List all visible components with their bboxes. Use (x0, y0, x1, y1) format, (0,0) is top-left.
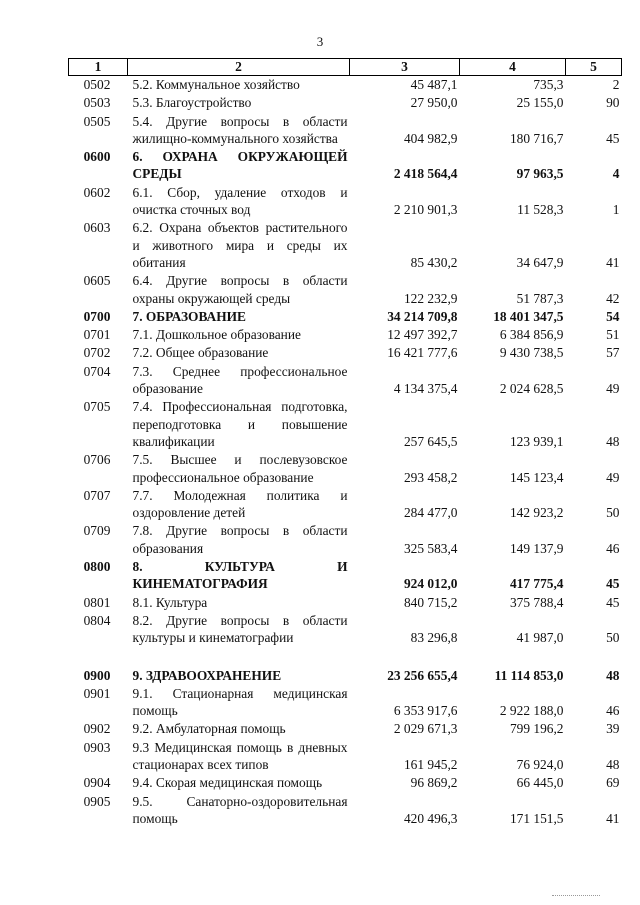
row-fact-value: 66 445,0 (516, 775, 564, 791)
row-code: 0900 (83, 667, 111, 683)
table-row (69, 522, 622, 558)
row-code: 0702 (83, 345, 111, 361)
table-row (69, 793, 622, 829)
row-name: 8. КУЛЬТУРА И КИНЕМАТОГРАФИЯ (132, 559, 348, 592)
row-plan-value: 16 421 777,6 (387, 345, 458, 361)
header-name: 2 (128, 59, 350, 76)
row-code: 0502 (83, 77, 111, 92)
row-plan-value: 23 256 655,4 (387, 667, 458, 683)
row-percent: 41 (606, 810, 620, 826)
row-fact-value: 735,3 (533, 77, 564, 92)
table-row (69, 451, 622, 487)
row-fact-value: 25 155,0 (516, 95, 564, 111)
table-row (69, 720, 622, 738)
row-percent: 48 (606, 756, 620, 772)
row-plan-value: 420 496,3 (403, 810, 458, 826)
row-code: 0800 (83, 559, 111, 575)
spacer-cell (69, 648, 128, 667)
row-plan-value: 122 232,9 (403, 290, 458, 306)
row-fact-value: 375 788,4 (509, 594, 564, 610)
row-plan-value: 840 715,2 (403, 594, 458, 610)
row-name: 6.2. Охрана объектов растительного и животного мира и среды их обитания (132, 220, 348, 270)
row-plan-value: 404 982,9 (403, 130, 458, 146)
row-code: 0605 (83, 273, 111, 289)
row-fact-value: 145 123,4 (509, 469, 564, 485)
page-number: 3 (316, 34, 324, 49)
section-row (69, 667, 622, 685)
row-name: 5.2. Коммунальное хозяйство (132, 77, 300, 92)
row-percent: 50 (606, 505, 620, 521)
table-body (69, 76, 622, 829)
table-row (69, 113, 622, 149)
row-name: 6. ОХРАНА ОКРУЖАЮЩЕЙ СРЕДЫ (132, 149, 348, 182)
row-fact-value: 9 430 738,5 (499, 345, 564, 361)
row-percent: 46 (606, 540, 620, 556)
row-fact-value: 18 401 347,5 (493, 308, 564, 324)
table-row (69, 326, 622, 344)
header-code: 1 (69, 59, 128, 76)
row-percent: 2 (612, 77, 620, 92)
row-percent: 90 (606, 95, 620, 111)
spacer-cell (128, 648, 350, 667)
table-row (69, 184, 622, 220)
table-row (69, 344, 622, 362)
table-row (69, 398, 622, 451)
row-name: 9. ЗДРАВООХРАНЕНИЕ (132, 667, 282, 683)
table-row (69, 94, 622, 112)
row-code: 0600 (83, 149, 111, 165)
row-code: 0700 (83, 308, 111, 324)
header-plan: 3 (350, 59, 460, 76)
row-percent: 50 (606, 630, 620, 646)
table-row (69, 76, 622, 95)
row-plan-value: 96 869,2 (410, 775, 458, 791)
row-percent: 51 (606, 327, 620, 343)
row-percent: 49 (606, 381, 620, 397)
budget-table (68, 58, 622, 828)
row-percent: 41 (606, 254, 620, 270)
row-fact-value: 171 151,5 (509, 810, 564, 826)
row-plan-value: 2 029 671,3 (393, 721, 458, 737)
row-name: 6.4. Другие вопросы в области охраны окружающей среды (132, 273, 348, 306)
row-name: 9.2. Амбулаторная помощь (132, 721, 286, 737)
row-plan-value: 2 210 901,3 (393, 202, 458, 218)
table-row (69, 739, 622, 775)
row-code: 0705 (83, 399, 111, 415)
row-fact-value: 180 716,7 (509, 130, 564, 146)
row-plan-value: 2 418 564,4 (393, 166, 458, 182)
row-code: 0701 (83, 327, 111, 343)
row-name: 8.2. Другие вопросы в области культуры и кинематографии (132, 612, 348, 646)
row-code: 0707 (83, 487, 111, 503)
row-code: 0503 (83, 95, 111, 111)
table-row (69, 685, 622, 721)
row-code: 0905 (83, 793, 111, 809)
spacer-cell (350, 648, 460, 667)
scan-mark (552, 895, 600, 899)
row-plan-value: 161 945,2 (403, 756, 458, 772)
row-plan-value: 85 430,2 (410, 254, 458, 270)
table-row (69, 612, 622, 648)
section-row (69, 558, 622, 594)
row-name: 7.8. Другие вопросы в области образования (132, 523, 348, 556)
header-percent: 5 (566, 59, 622, 76)
spacer-cell (566, 648, 622, 667)
row-name: 7.5. Высшее и послевузовское профессиональное образование (132, 452, 348, 485)
row-fact-value: 11 114 853,0 (494, 667, 564, 683)
row-fact-value: 149 137,9 (509, 540, 564, 556)
row-name: 8.1. Культура (132, 594, 208, 610)
row-name: 7.7. Молодежная политика и оздоровление детей (132, 487, 348, 521)
row-fact-value: 6 384 856,9 (499, 327, 564, 343)
row-fact-value: 123 939,1 (509, 433, 564, 449)
row-name: 7.3. Среднее профессиональное образование (132, 363, 348, 397)
row-plan-value: 45 487,1 (410, 77, 458, 92)
row-code: 0602 (83, 184, 111, 200)
row-name: 9.1. Стационарная медицинская помощь (132, 685, 348, 719)
row-name: 5.4. Другие вопросы в области жилищно-коммунального хозяйства (132, 113, 348, 146)
row-name: 9.5. Санаторно-оздоровительная помощь (132, 793, 348, 826)
row-fact-value: 799 196,2 (509, 721, 564, 737)
row-plan-value: 924 012,0 (403, 576, 458, 592)
row-name: 7.1. Дошкольное образование (132, 327, 301, 343)
row-percent: 45 (606, 594, 620, 610)
row-name: 9.3 Медицинская помощь в дневных стационарах всех типов (132, 739, 348, 772)
row-code: 0505 (83, 113, 111, 129)
row-percent: 1 (612, 202, 620, 218)
row-plan-value: 293 458,2 (403, 469, 458, 485)
table-row (69, 272, 622, 308)
section-row (69, 308, 622, 326)
row-code: 0706 (83, 452, 111, 468)
row-percent: 46 (606, 703, 620, 719)
table-row (69, 363, 622, 399)
row-percent: 48 (606, 433, 620, 449)
row-code: 0709 (83, 523, 111, 539)
row-plan-value: 83 296,8 (410, 630, 458, 646)
row-name: 7.4. Профессиональная подготовка, переподготовка и повышение квалификации (132, 399, 348, 449)
row-fact-value: 97 963,5 (516, 166, 564, 182)
row-plan-value: 34 214 709,8 (387, 308, 458, 324)
row-code: 0902 (83, 721, 111, 737)
row-percent: 42 (606, 290, 620, 306)
row-code: 0901 (83, 685, 111, 701)
row-plan-value: 6 353 917,6 (393, 703, 458, 719)
row-percent: 48 (606, 667, 620, 683)
row-percent: 49 (606, 469, 620, 485)
table-row (69, 774, 622, 792)
row-fact-value: 2 024 628,5 (499, 381, 564, 397)
row-code: 0804 (83, 612, 111, 628)
table-row (69, 594, 622, 612)
row-name: 6.1. Сбор, удаление отходов и очистка сточных вод (132, 184, 348, 218)
row-code: 0903 (83, 739, 111, 755)
row-name: 9.4. Скорая медицинская помощь (132, 775, 323, 791)
row-code: 0801 (83, 594, 111, 610)
row-plan-value: 284 477,0 (403, 505, 458, 521)
header-fact: 4 (460, 59, 566, 76)
row-code: 0904 (83, 775, 111, 791)
row-name: 7. ОБРАЗОВАНИЕ (132, 308, 246, 324)
section-row (69, 148, 622, 184)
row-percent: 45 (606, 576, 620, 592)
table-row (69, 219, 622, 272)
row-percent: 69 (606, 775, 620, 791)
row-name: 7.2. Общее образование (132, 345, 269, 361)
row-fact-value: 417 775,4 (509, 576, 564, 592)
row-fact-value: 142 923,2 (509, 505, 564, 521)
row-plan-value: 12 497 392,7 (387, 327, 458, 343)
row-fact-value: 41 987,0 (516, 630, 564, 646)
row-fact-value: 11 528,3 (517, 202, 564, 218)
row-percent: 57 (606, 345, 620, 361)
spacer-row (69, 648, 622, 667)
row-fact-value: 76 924,0 (516, 756, 564, 772)
row-percent: 45 (606, 130, 620, 146)
row-fact-value: 2 922 188,0 (499, 703, 564, 719)
row-percent: 54 (606, 308, 620, 324)
row-plan-value: 325 583,4 (403, 540, 458, 556)
row-plan-value: 27 950,0 (410, 95, 458, 111)
row-fact-value: 34 647,9 (516, 254, 564, 270)
row-percent: 39 (606, 721, 620, 737)
row-name: 5.3. Благоустройство (132, 95, 252, 111)
spacer-cell (460, 648, 566, 667)
header-row (69, 59, 622, 76)
row-plan-value: 257 645,5 (403, 433, 458, 449)
row-percent: 4 (612, 166, 620, 182)
row-fact-value: 51 787,3 (516, 290, 564, 306)
table-row (69, 487, 622, 523)
row-plan-value: 4 134 375,4 (393, 381, 458, 397)
row-code: 0704 (83, 363, 111, 379)
row-code: 0603 (83, 220, 111, 236)
